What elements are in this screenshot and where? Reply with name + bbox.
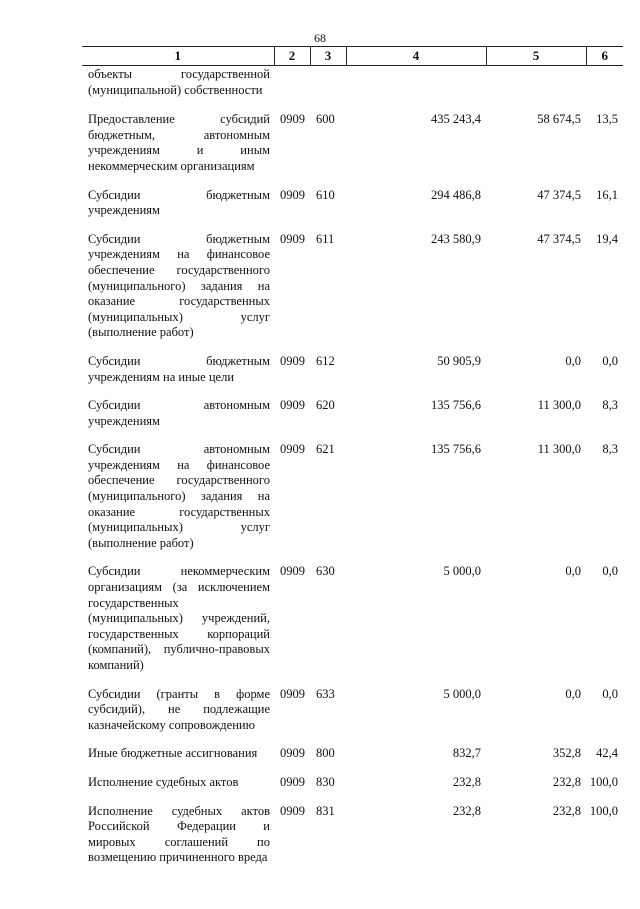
row-value-cell-4: 232,8: [452, 803, 481, 818]
row-value-cell-2: 0909: [280, 774, 305, 789]
row-name-cell: Иные бюджетные ассигнования: [88, 746, 258, 761]
table-body: [82, 66, 623, 879]
row-value-cell-4: 232,8: [452, 774, 481, 789]
row-value-cell-5: 232,8: [552, 803, 581, 818]
row-name-cell: Субсидии бюджетным учреждениям: [88, 187, 270, 218]
table-row: [82, 188, 623, 232]
row-value-cell-6: 0,0: [602, 353, 618, 368]
row-value-cell-6: 13,5: [596, 112, 618, 127]
table-row: [82, 232, 623, 354]
row-value-cell-3: 800: [316, 746, 335, 761]
row-value-cell-5: 47 374,5: [537, 187, 581, 202]
row-value-cell-4: 135 756,6: [431, 442, 481, 457]
row-name-cell: Исполнение судебных актов: [88, 774, 239, 789]
row-name-cell: Предоставление субсидий бюджетным, автономным учреждениям и иным некоммерческим организациям: [88, 112, 270, 173]
row-value-cell-2: 0909: [280, 353, 305, 368]
table-row: [82, 746, 623, 775]
table-row: [82, 564, 623, 686]
table-header: [82, 47, 623, 66]
table-row: [82, 804, 623, 879]
row-name-cell: Субсидии бюджетным учреждениям на финансовое обеспечение государственного (муниципального) задания на оказание государственных (муниципальных) услуг (выполнение работ): [88, 231, 270, 340]
row-value-cell-3: 612: [316, 353, 335, 368]
row-name-cell: Субсидии автономным учреждениям на финансовое обеспечение государственного (муниципального) задания на оказание государственных (муниципальных) услуг (выполнение работ): [88, 442, 270, 550]
row-value-cell-6: 8,3: [602, 442, 618, 457]
row-value-cell-5: 0,0: [565, 686, 581, 701]
row-name-cell: Субсидии бюджетным учреждениям на иные цели: [88, 353, 270, 384]
row-value-cell-3: 610: [316, 187, 335, 202]
row-name-cell: Субсидии (гранты в форме субсидий), не подлежащие казначейскому сопровождению: [88, 686, 270, 732]
row-value-cell-4: 5 000,0: [443, 686, 481, 701]
table-row: [82, 775, 623, 804]
page-number: 68: [314, 31, 326, 45]
row-value-cell-2: 0909: [280, 564, 305, 579]
row-value-cell-6: 42,4: [596, 746, 618, 761]
row-value-cell-2: [274, 66, 310, 113]
table-row: [82, 398, 623, 442]
budget-table: [82, 46, 623, 879]
row-name-cell: Субсидии автономным учреждениям: [88, 398, 270, 428]
header-col-6: 6: [586, 47, 623, 66]
row-value-cell-5: 0,0: [565, 353, 581, 368]
row-value-cell-3: 630: [316, 564, 335, 579]
header-col-1: 1: [82, 47, 274, 66]
row-value-cell-3: 620: [316, 398, 335, 413]
row-value-cell-2: 0909: [280, 112, 305, 127]
row-value-cell-6: 8,3: [602, 398, 618, 413]
row-value-cell-2: 0909: [280, 187, 305, 202]
header-col-2: 2: [274, 47, 310, 66]
row-value-cell-2: 0909: [280, 231, 305, 246]
row-name-cell: объекты государственной (муниципальной) собственности: [88, 67, 270, 97]
row-value-cell-2: 0909: [280, 442, 305, 457]
row-value-cell-4: 435 243,4: [431, 112, 481, 127]
header-col-3: 3: [310, 47, 346, 66]
row-value-cell-3: 633: [316, 686, 335, 701]
row-value-cell-4: [346, 66, 486, 113]
row-value-cell-4: 294 486,8: [431, 187, 481, 202]
row-value-cell-3: [310, 66, 346, 113]
table-row: [82, 442, 623, 564]
row-name-cell: Исполнение судебных актов Российской Федерации и мировых соглашений по возмещению причиненного вреда: [88, 803, 270, 865]
table-row: [82, 354, 623, 398]
row-value-cell-2: 0909: [280, 803, 305, 818]
row-value-cell-5: 47 374,5: [537, 231, 581, 246]
row-value-cell-4: 50 905,9: [437, 353, 481, 368]
row-value-cell-2: 0909: [280, 746, 305, 761]
row-value-cell-5: 232,8: [552, 774, 581, 789]
header-col-5: 5: [486, 47, 586, 66]
row-value-cell-5: 352,8: [552, 746, 581, 761]
row-value-cell-5: 0,0: [565, 564, 581, 579]
row-value-cell-6: 0,0: [602, 564, 618, 579]
table-row: [82, 66, 623, 113]
row-value-cell-5: 58 674,5: [537, 112, 581, 127]
row-value-cell-3: 621: [316, 442, 335, 457]
row-value-cell-5: 11 300,0: [537, 442, 581, 457]
row-value-cell-4: 832,7: [452, 746, 481, 761]
row-value-cell-6: 100,0: [589, 803, 618, 818]
row-value-cell-6: [586, 66, 623, 113]
row-value-cell-3: 830: [316, 774, 335, 789]
row-value-cell-6: 16,1: [596, 187, 618, 202]
row-name-cell: Субсидии некоммерческим организациям (за исключением государственных (муниципальных) учреждений, государственных корпораций (компаний), публично-правовых компаний): [88, 564, 270, 672]
row-value-cell-3: 611: [316, 231, 335, 246]
row-value-cell-6: 0,0: [602, 686, 618, 701]
header-col-4: 4: [346, 47, 486, 66]
table-row: [82, 112, 623, 187]
header-row: [82, 47, 623, 66]
row-value-cell-2: 0909: [280, 398, 305, 413]
row-value-cell-4: 243 580,9: [431, 231, 481, 246]
row-value-cell-3: 831: [316, 803, 335, 818]
row-value-cell-6: 100,0: [589, 774, 618, 789]
table-row: [82, 687, 623, 747]
row-value-cell-2: 0909: [280, 686, 305, 701]
row-value-cell-6: 19,4: [596, 231, 618, 246]
row-value-cell-3: 600: [316, 112, 335, 127]
row-value-cell-5: 11 300,0: [537, 398, 581, 413]
row-value-cell-4: 135 756,6: [431, 398, 481, 413]
row-value-cell-4: 5 000,0: [443, 564, 481, 579]
row-value-cell-5: [486, 66, 586, 113]
